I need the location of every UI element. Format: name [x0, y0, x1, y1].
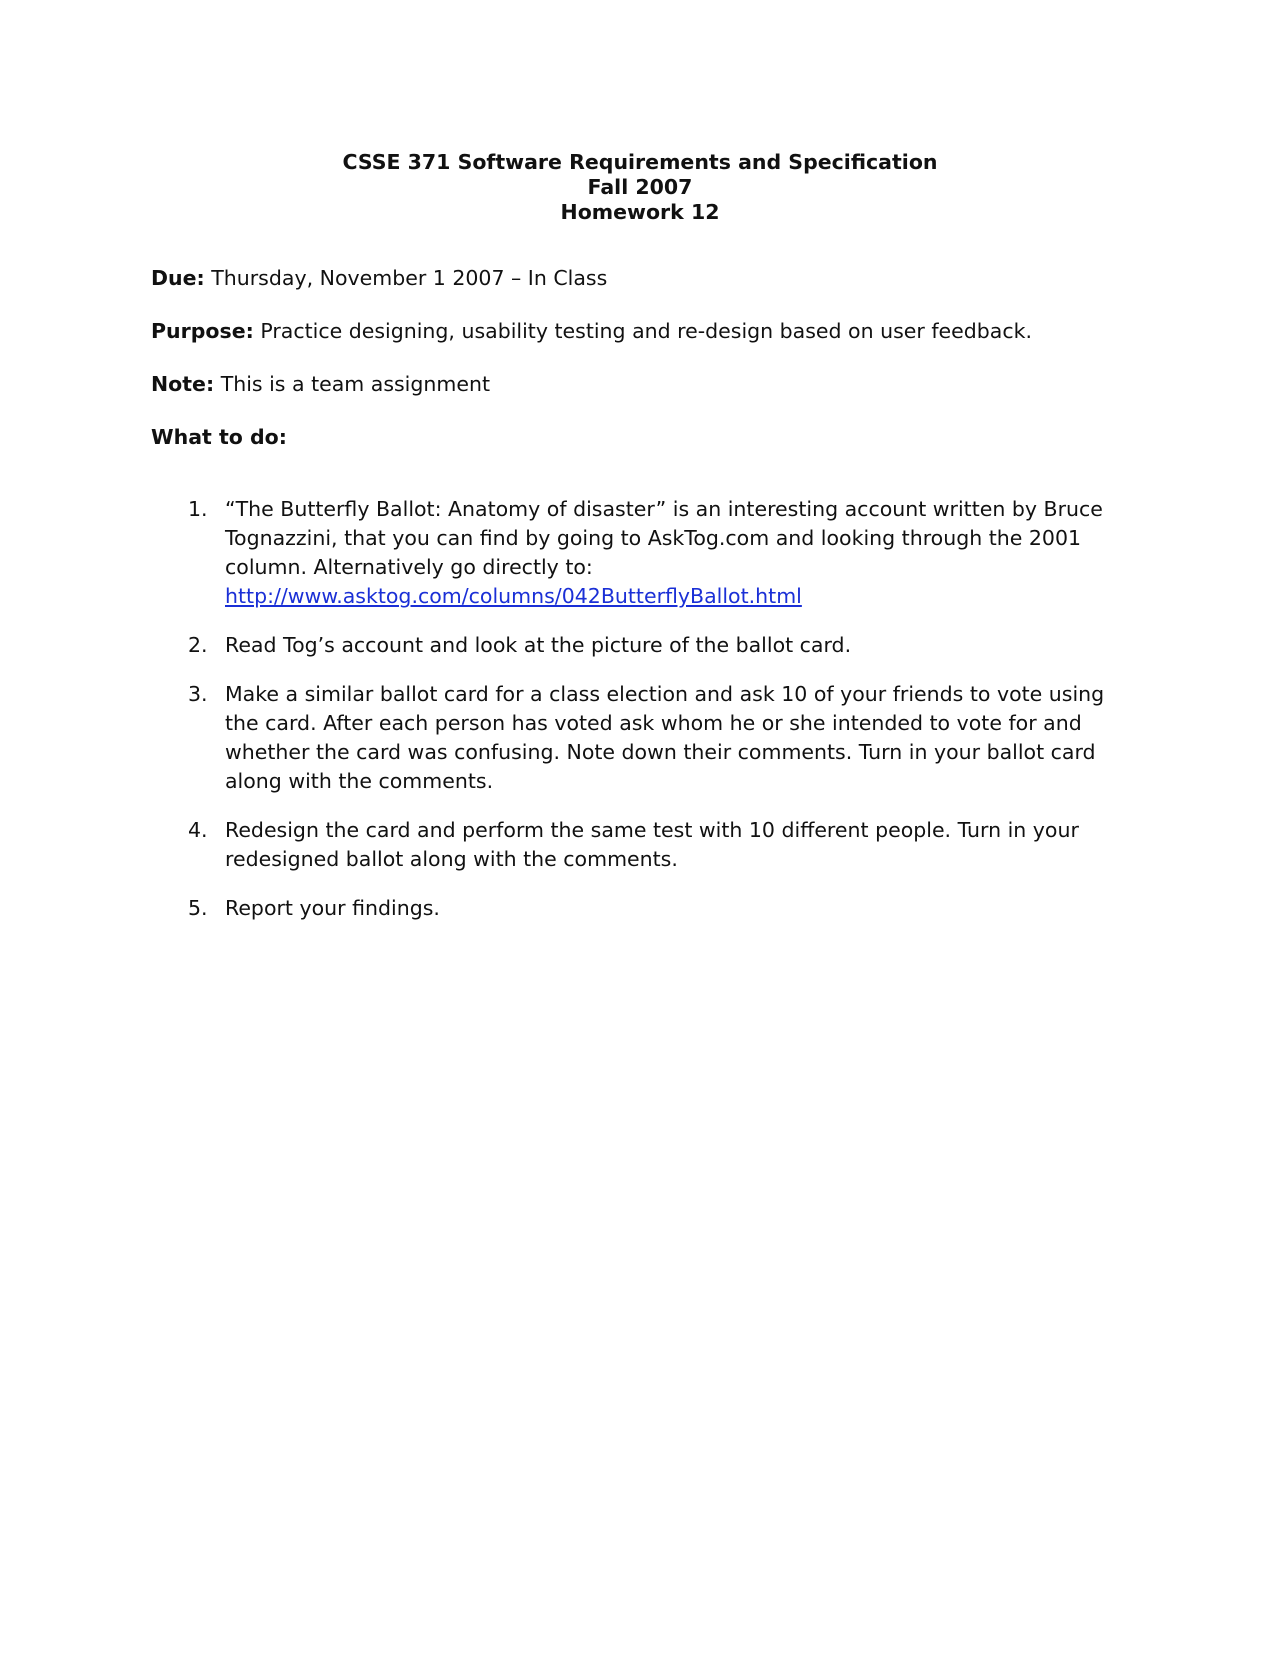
purpose-label: Purpose:	[151, 319, 254, 343]
step-text: Redesign the card and perform the same test with 10 different people. Turn in your redesigned ballot along with the comments.	[225, 818, 1079, 871]
step-number: 5.	[188, 896, 208, 920]
note-line	[151, 371, 490, 397]
step-number: 1.	[188, 497, 208, 521]
assignment-title: Homework 12	[560, 200, 720, 224]
what-to-do-line	[151, 424, 287, 450]
what-to-do-label: What to do:	[151, 425, 287, 449]
term-title: Fall 2007	[587, 175, 693, 199]
purpose-line	[151, 318, 1032, 344]
step-text: Make a similar ballot card for a class election and ask 10 of your friends to vote using the card. After each person has voted ask whom he or she intended to vote for and whether the card was confusing. Note down their comments. Turn in your ballot card along with the comments.	[225, 682, 1105, 793]
step-text: “The Butterfly Ballot: Anatomy of disaster” is an interesting account written by Bruce Tognazzini, that you can find by going to AskTog.com and looking through the 2001 column. Alternatively go directly to:	[225, 497, 1103, 579]
list-item	[151, 680, 1131, 796]
note-value: This is a team assignment	[220, 372, 491, 396]
step-number: 3.	[188, 682, 208, 706]
document-header	[0, 150, 1280, 225]
steps-list	[151, 495, 1131, 943]
step-text: Report your findings.	[225, 896, 440, 920]
course-title: CSSE 371 Software Requirements and Specification	[342, 150, 938, 174]
due-label: Due:	[151, 266, 205, 290]
list-item	[151, 816, 1131, 874]
butterfly-ballot-link[interactable]: http://www.asktog.com/columns/042ButterflyBallot.html	[225, 584, 802, 608]
list-item	[151, 894, 1131, 923]
step-number: 2.	[188, 633, 208, 657]
step-text: Read Tog’s account and look at the picture of the ballot card.	[225, 633, 852, 657]
note-label: Note:	[151, 372, 215, 396]
list-item	[151, 495, 1131, 611]
list-item	[151, 631, 1131, 660]
due-value: Thursday, November 1 2007 – In Class	[211, 266, 608, 290]
due-line	[151, 265, 607, 291]
purpose-value: Practice designing, usability testing and re-design based on user feedback.	[260, 319, 1033, 343]
step-number: 4.	[188, 818, 208, 842]
